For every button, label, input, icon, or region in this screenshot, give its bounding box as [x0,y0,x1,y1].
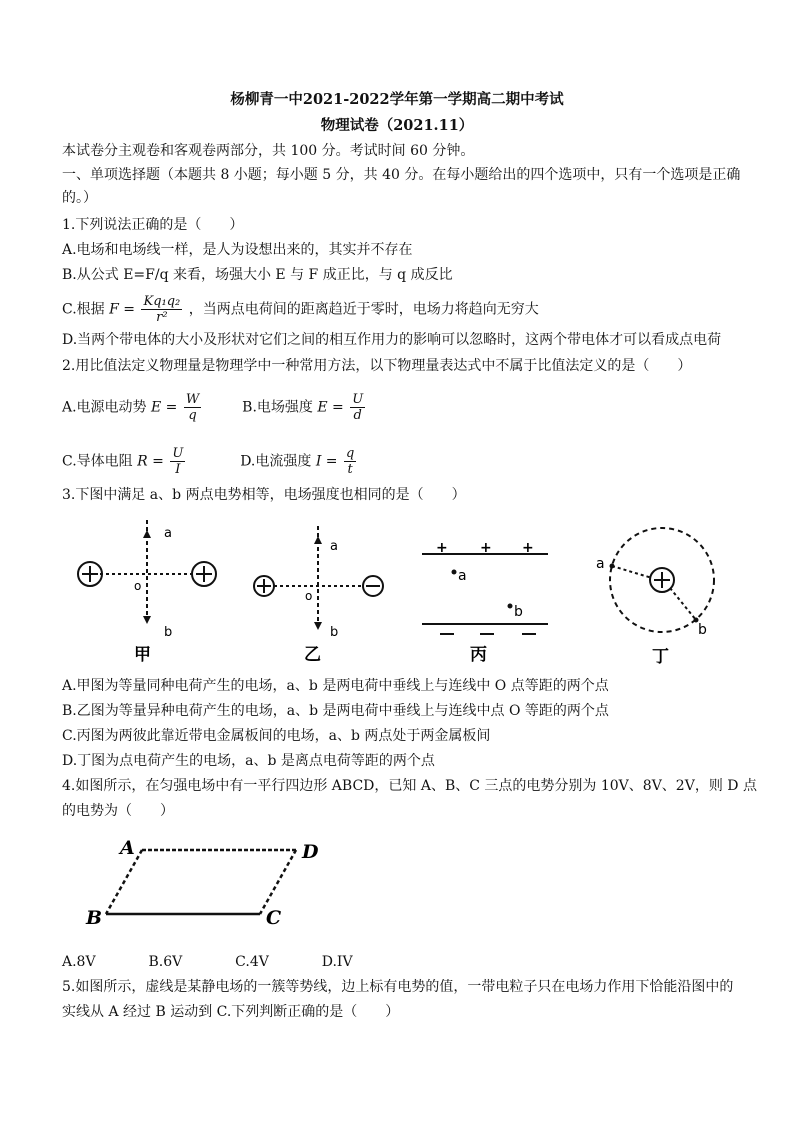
q3-figure-yi [252,520,392,664]
q2-b-label: B.电场强度 [242,399,313,416]
q2-options-row1 [62,392,367,423]
q2-d-label: D.电流强度 [240,453,312,470]
q4-stem-line2: 的电势为（ ） [62,803,174,819]
intro-text: 本试卷分主观卷和客观卷两部分，共 100 分。考试时间 60 分钟。 [62,143,475,159]
q2-c-den: I [175,462,181,477]
yi-label-o: o [305,589,313,603]
exam-title: 杨柳青一中2021-2022学年第一学期高二期中考试 [230,91,564,108]
q1-c-prefix: C.根据 [62,301,105,318]
q4-option-a: A.8V [62,954,96,970]
q4-label-B: B [86,907,103,929]
q2-stem: 2.用比值法定义物理量是物理学中一种常用方法，以下物理量表达式中不属于比值法定义的是（ ） [62,358,692,374]
q4-option-b: B.6V [148,954,183,970]
q4-options [62,952,353,972]
q2-c-num: U [172,446,184,461]
q4-edge-dc [260,850,296,914]
q2-d-fraction [344,446,356,477]
svg-text:+: + [522,540,534,556]
q2-c-lhs: R = [137,453,164,470]
q3-stem: 3.下图中满足 a、b 两点电势相等，电场强度也相同的是（ ） [62,487,466,503]
q2-d-den: t [347,462,353,477]
svg-text:+: + [436,540,448,556]
q3-option-b: B.乙图为等量异种电荷产生的电场，a、b 是两电荷中垂线上与连线中点 O 等距的两个点 [62,703,609,719]
q1-c-fraction [141,294,182,325]
q2-options-row2 [62,446,358,477]
q2-c-label: C.导体电阻 [62,453,133,470]
section-heading-line1: 一、单项选择题（本题共 8 小题；每小题 5 分，共 40 分。在每小题给出的四个选项中，只有一个选项是正确 [62,167,741,183]
jia-label-b: b [164,625,173,640]
q1-c-numerator: Kq₁q₂ [143,294,181,309]
q4-option-c: C.4V [235,954,269,970]
q2-b-lhs: E = [317,399,344,416]
q3-option-c: C.丙图为两彼此靠近带电金属板间的电场，a、b 两点处于两金属板间 [62,728,491,744]
yi-caption: 乙 [304,645,321,665]
q2-a-label: A.电源电动势 [62,399,147,416]
q4-label-A: A [120,837,135,859]
jia-arrow-down [143,616,151,624]
ding-label-b: b [698,622,707,638]
ding-label-a: a [596,556,605,572]
jia-arrow-up [143,530,151,538]
svg-text:+: + [480,540,492,556]
q1-c-suffix: ，当两点电荷间的距离趋近于零时，电场力将趋向无穷大 [188,301,539,318]
section-heading-line2: 的。） [62,190,97,206]
q1-stem: 1.下列说法正确的是（ ） [62,217,244,233]
q2-b-den: d [353,408,362,423]
ding-caption: 丁 [652,647,669,667]
bing-label-b: b [514,604,523,620]
q3-figure-jia [72,512,222,665]
q5-stem-line2: 实线从 A 经过 B 运动到 C.下列判断正确的是（ ） [62,1004,400,1020]
q2-a-lhs: E = [151,399,178,416]
q2-b-fraction [350,392,365,423]
jia-caption: 甲 [134,645,151,665]
q2-d-num: q [346,446,355,461]
q2-a-fraction [184,392,201,423]
jia-label-o: o [134,579,142,593]
exam-subtitle: 物理试卷（2021.11） [320,117,474,134]
q3-figure-bing [418,540,558,664]
q4-edge-ab [106,850,142,914]
q2-b-num: U [352,392,364,407]
q2-a-num: W [185,392,200,407]
q4-option-d: D.IV [321,954,353,970]
q3-option-a: A.甲图为等量同种电荷产生的电场，a、b 是两电荷中垂线上与连线中 O 点等距的两个点 [62,678,609,694]
q2-a-den: q [188,408,197,423]
q2-c-fraction [170,446,185,477]
q4-label-D: D [302,841,319,863]
q1-option-b: B.从公式 E=F/q 来看，场强大小 E 与 F 成正比，与 q 成反比 [62,267,453,283]
q1-option-c [62,294,539,325]
q4-stem-line1: 4.如图所示，在匀强电场中有一平行四边形 ABCD，已知 A、B、C 三点的电势分别为 10V、8V、2V，则 D 点 [62,778,757,794]
jia-label-a: a [164,526,172,541]
yi-label-a: a [330,539,338,554]
bing-label-a: a [458,568,467,584]
q3-figure-ding [592,520,732,666]
q2-d-lhs: I = [315,453,338,470]
yi-label-b: b [330,625,339,640]
q5-stem-line1: 5.如图所示，虚线是某静电场的一簇等势线，边上标有电势的值，一带电粒子只在电场力作用下恰能沿图中的 [62,979,734,995]
q4-parallelogram-figure [84,832,334,932]
q1-option-d: D.当两个带电体的大小及形状对它们之间的相互作用力的影响可以忽略时，这两个带电体才可以看成点电荷 [62,332,722,348]
q3-option-d: D.丁图为点电荷产生的电场，a、b 是离点电荷等距的两个点 [62,753,435,769]
bing-caption: 丙 [470,645,487,665]
q4-label-C: C [266,907,282,929]
q1-option-a: A.电场和电场线一样，是人为设想出来的，其实并不存在 [62,242,413,258]
q1-c-lhs: F = [109,301,136,318]
q1-c-denominator: r² [156,310,168,325]
